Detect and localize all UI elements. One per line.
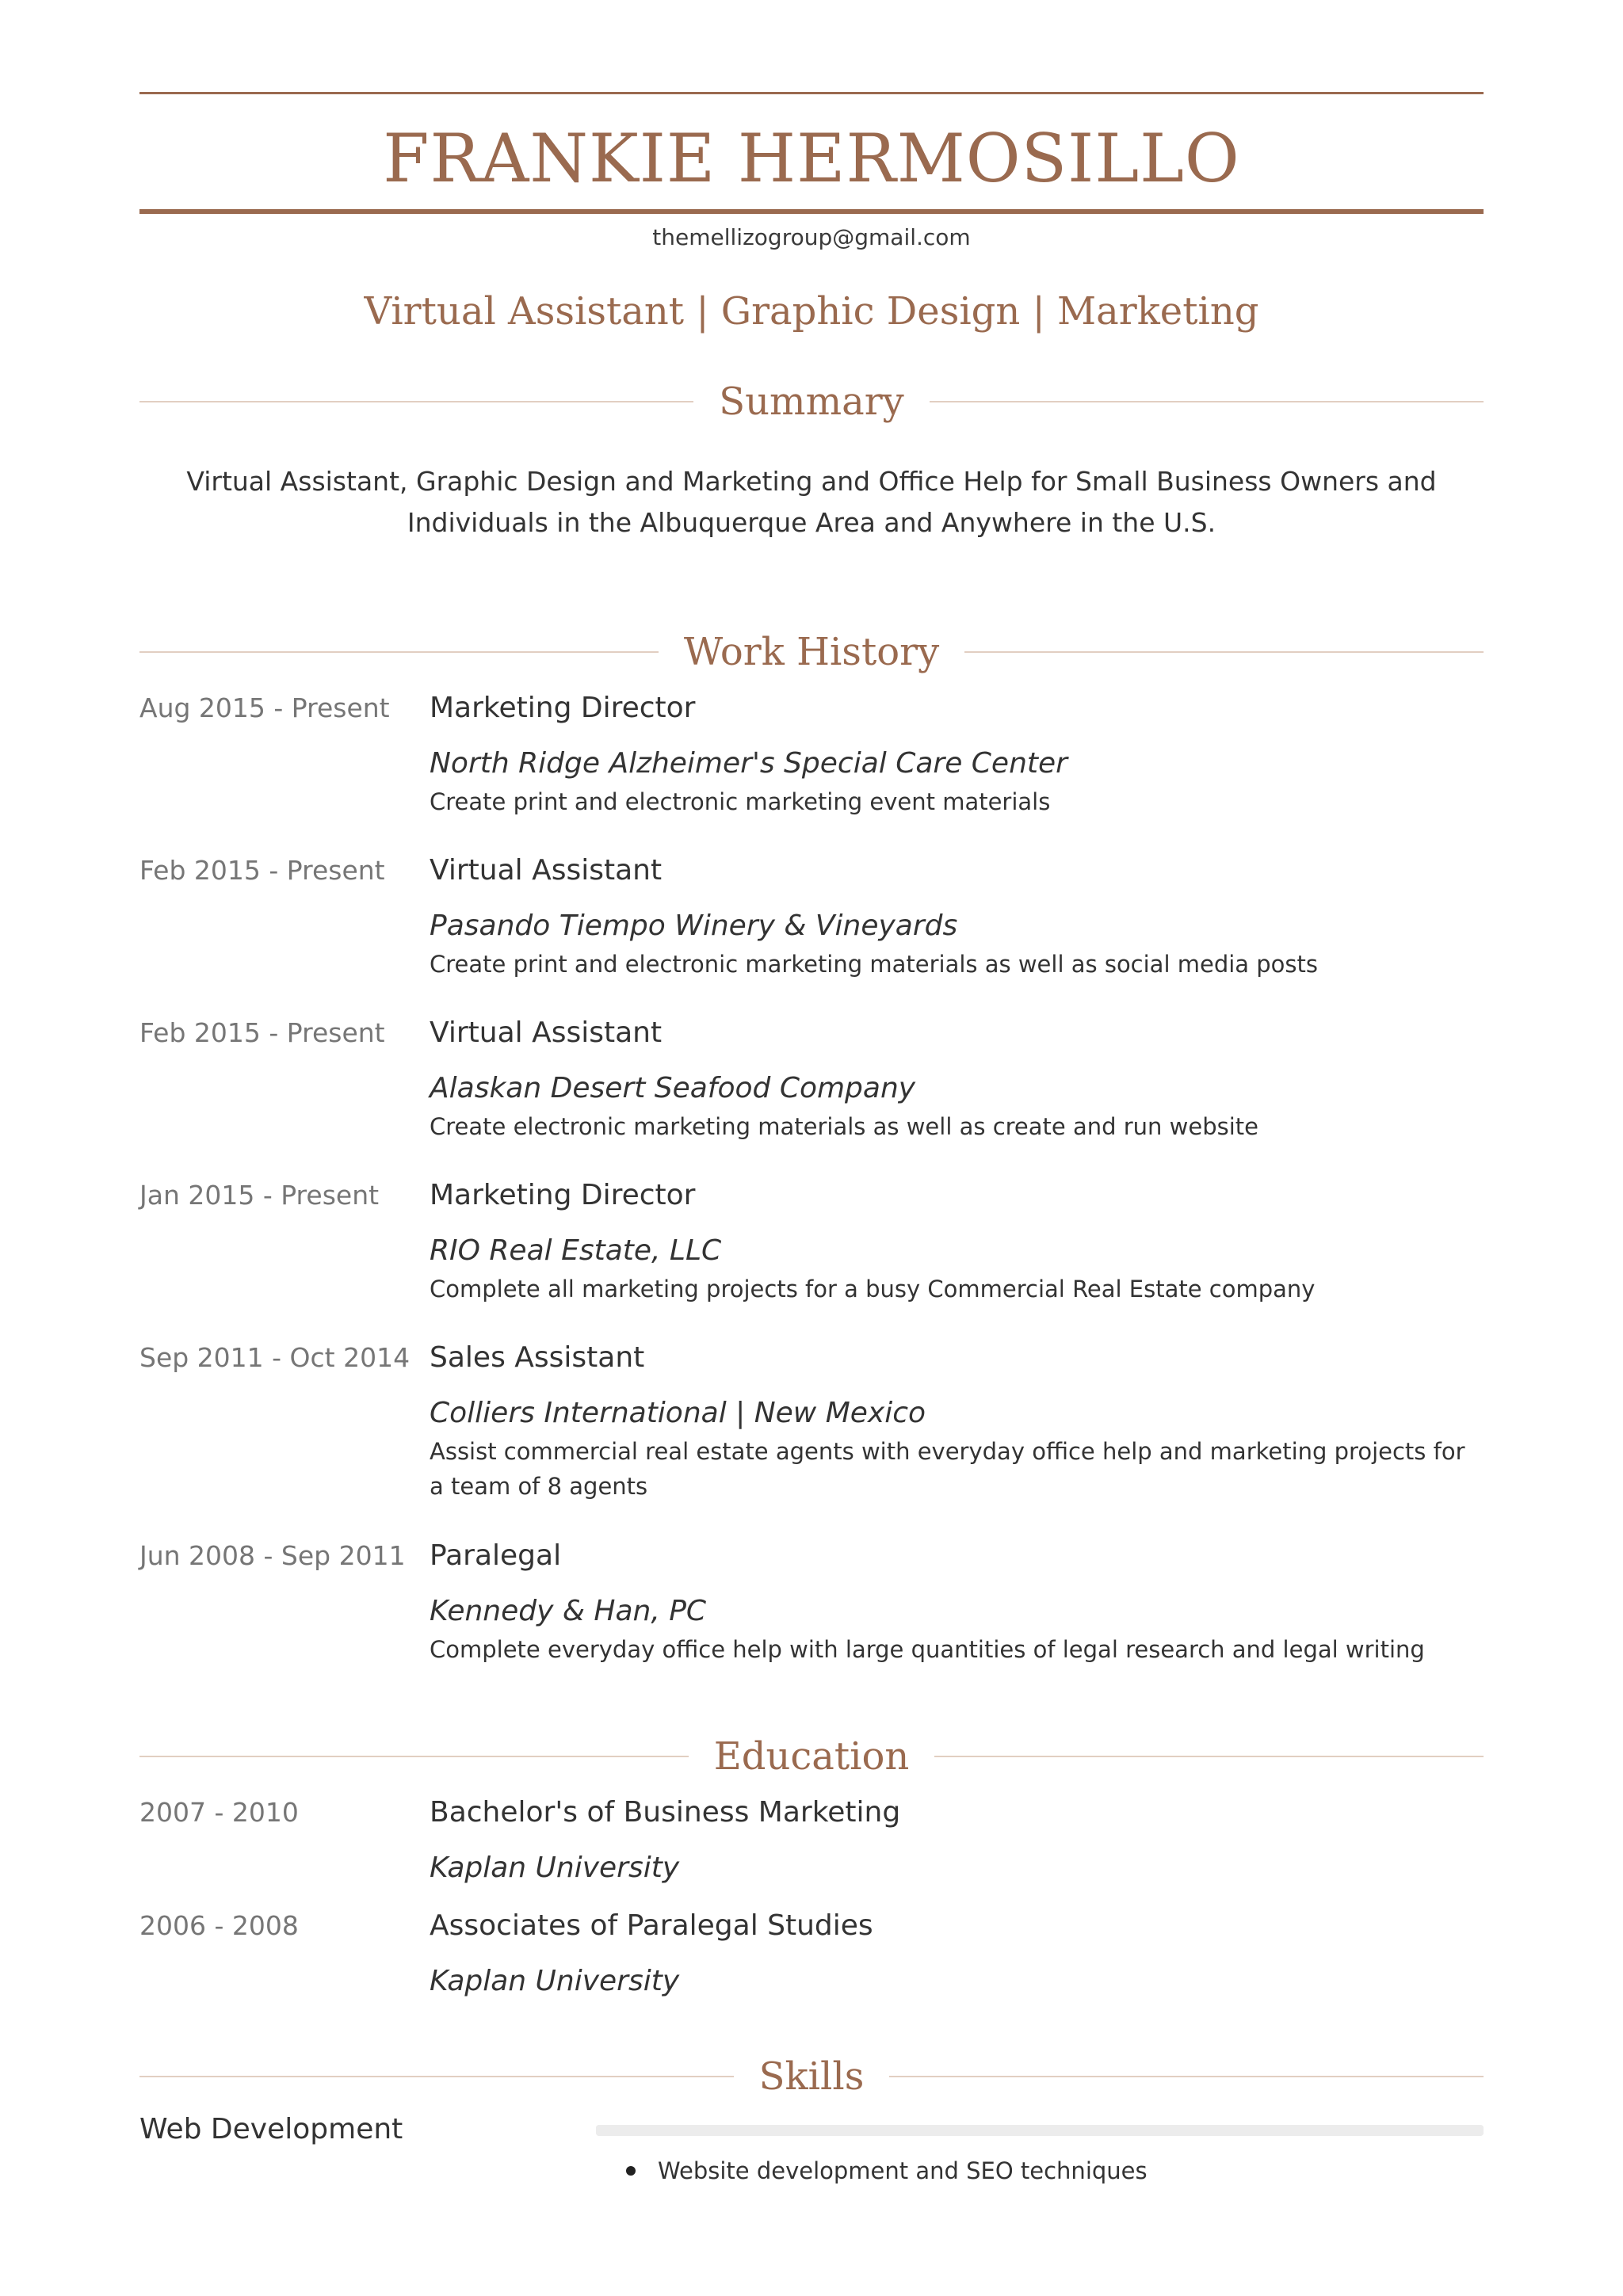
job-title: Marketing Director — [430, 1179, 696, 1211]
school-name: Kaplan University — [430, 1965, 680, 1997]
job-title: Virtual Assistant — [430, 1016, 663, 1049]
company-name: Alaskan Desert Seafood Company — [430, 1072, 916, 1104]
section-title: Skills — [758, 2054, 865, 2099]
divider — [889, 2076, 1484, 2077]
divider — [139, 401, 693, 402]
job-description: Complete everyday office help with large quantities of legal research and legal writing — [430, 1636, 1425, 1663]
section-title: Work History — [683, 630, 940, 674]
bullet-icon — [626, 2166, 636, 2176]
job-description: Complete all marketing projects for a busy Commercial Real Estate company — [430, 1276, 1316, 1302]
skill-bullet-text: Website development and SEO techniques — [658, 2157, 1148, 2184]
job-description: Create electronic marketing materials as well as create and run website — [430, 1113, 1258, 1140]
job-description: Create print and electronic marketing materials as well as social media posts — [430, 951, 1319, 978]
section-title: Summary — [719, 379, 904, 424]
company-name: North Ridge Alzheimer's Special Care Center — [430, 747, 1067, 780]
summary-text: Virtual Assistant, Graphic Design and Marketing and Office Help for Small Business Owners and Individuals in the Albuquerque Area and Anywhere in the U.S. — [186, 466, 1437, 538]
job-title: Marketing Director — [430, 692, 696, 724]
work-dates: Feb 2015 - Present — [139, 1017, 385, 1048]
summary-section-header — [139, 374, 1484, 429]
company-name: Colliers International | New Mexico — [430, 1397, 926, 1429]
job-title: Sales Assistant — [430, 1341, 645, 1374]
company-name: Kennedy & Han, PC — [430, 1595, 707, 1627]
divider — [139, 651, 659, 653]
divider — [139, 1756, 689, 1757]
section-title: Education — [713, 1734, 910, 1779]
education-dates: 2007 - 2010 — [139, 1797, 299, 1828]
job-description: Assist commercial real estate agents with everyday office help and marketing projects for a team of 8 agents — [430, 1438, 1465, 1500]
skill-bullet-item — [626, 2153, 1148, 2188]
work-dates: Feb 2015 - Present — [139, 855, 385, 886]
work-dates: Jan 2015 - Present — [139, 1180, 380, 1211]
skill-level-bar — [596, 2125, 1484, 2136]
job-title: Virtual Assistant — [430, 854, 663, 887]
header-bottom-rule — [139, 209, 1484, 214]
divider — [930, 401, 1484, 402]
school-name: Kaplan University — [430, 1852, 680, 1884]
degree-name: Associates of Paralegal Studies — [430, 1909, 873, 1942]
work-dates: Sep 2011 - Oct 2014 — [139, 1342, 411, 1373]
skill-name: Web Development — [139, 2113, 403, 2145]
work-history-section-header — [139, 624, 1484, 680]
skills-section-header — [139, 2049, 1484, 2104]
job-description: Create print and electronic marketing event materials — [430, 788, 1051, 815]
header-top-rule — [139, 92, 1484, 94]
contact-email: themellizogroup@gmail.com — [652, 224, 971, 250]
candidate-name: FRANKIE HERMOSILLO — [383, 120, 1240, 197]
degree-name: Bachelor's of Business Marketing — [430, 1796, 901, 1829]
company-name: RIO Real Estate, LLC — [430, 1234, 722, 1267]
divider — [139, 2076, 734, 2077]
divider — [934, 1756, 1484, 1757]
divider — [964, 651, 1484, 653]
education-dates: 2006 - 2008 — [139, 1910, 299, 1941]
work-dates: Jun 2008 - Sep 2011 — [139, 1540, 406, 1571]
company-name: Pasando Tiempo Winery & Vineyards — [430, 910, 958, 942]
professional-headline: Virtual Assistant | Graphic Design | Marketing — [364, 289, 1259, 334]
skill-level-fill — [596, 2125, 1484, 2136]
work-dates: Aug 2015 - Present — [139, 692, 390, 723]
education-section-header — [139, 1729, 1484, 1784]
job-title: Paralegal — [430, 1539, 562, 1572]
